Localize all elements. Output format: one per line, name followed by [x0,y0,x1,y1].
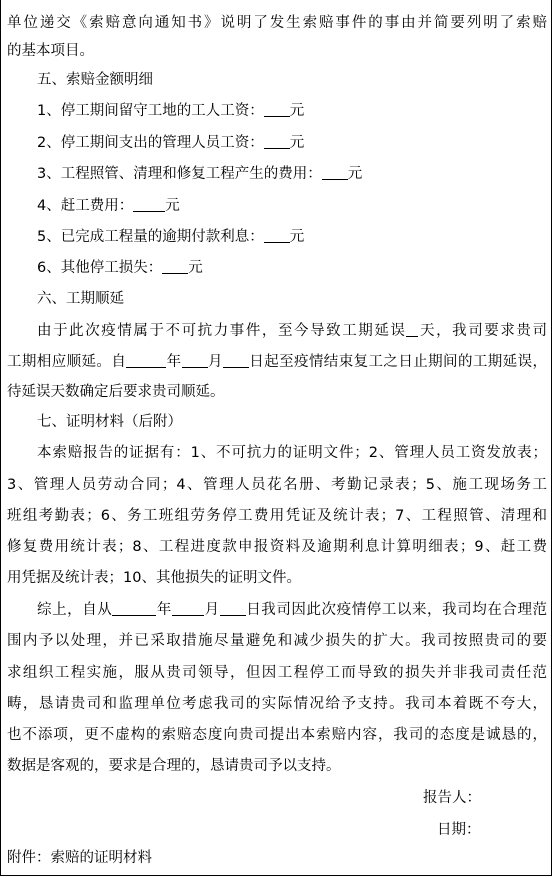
claim-item-4 [37,196,547,216]
claim-item-label: 5、已完成工程量的逾期付款利息： [37,229,264,245]
section-5-heading: 五、索赔金额明细 [37,72,153,88]
amount-blank [264,101,290,117]
evidence-line-4: 修复费用统计表；8、工程进度款申报资料及逾期利息计算明细表；9、赶工费 [7,539,547,555]
evidence-line-1: 本索赔报告的证据有：1、不可抗力的证明文件；2、管理人员工资发放表； [37,445,547,461]
section-6-heading: 六、工期顺延 [37,291,124,307]
amount-blank [162,258,188,274]
evidence-line-3: 班组考勤表；6、务工班组劳务停工费用凭证及统计表；7、工程照管、清理和 [7,508,547,524]
claim-item-2 [37,133,547,153]
day-blank [220,600,246,616]
amount-blank [264,133,290,149]
intro-line-1: 单位递交《索赔意向通知书》说明了发生索赔事件的事由并简要列明了索赔 [7,15,547,31]
delay-paragraph-line-3: 待延误天数确定后要求贵司顺延。 [7,384,225,400]
section-7-heading: 七、证明材料（后附） [37,414,182,430]
unit-label: 元 [289,103,305,119]
day-blank [223,352,249,368]
summary-line-2: 围内予以处理，并已采取措施尽量避免和减少损失的扩大。我司按照贵司的要 [7,633,547,649]
amount-blank [322,164,348,180]
claim-item-5 [37,227,547,247]
unit-label: 元 [165,198,180,214]
claim-item-label: 3、工程照管、清理和修复工程产生的费用： [37,166,322,182]
claim-item-label: 4、赶工费用： [37,198,134,214]
month-blank [182,352,208,368]
summary-line-4: 畴，恳请贵司和监理单位考虑我司的实际情况给予支持。我司本着既不夸大， [7,696,547,712]
summary-line-3: 求组织工程实施，服从贵司领导，但因工程停工而导致的损失并非我司责任范 [7,665,547,681]
claim-item-6 [37,258,547,278]
claim-item-1 [37,101,547,121]
claim-item-3 [37,164,547,184]
evidence-line-5: 用凭据及统计表；10、其他损失的证明文件。 [7,570,301,586]
year-blank [112,600,156,616]
unit-label: 元 [347,166,363,182]
amount-blank [264,227,290,243]
summary-line-1: 综上，自从 年 月 日我司因此次疫情停工以来，我司均在合理范 [37,602,548,618]
claim-item-label: 1、停工期间留守工地的工人工资： [37,103,264,119]
unit-label: 元 [289,229,305,245]
delay-days-blank [406,321,418,337]
delay-paragraph-line-1: 由于此次疫情属于不可抗力事件，至今导致工期延误 天，我司要求贵司 [37,323,547,339]
summary-line-6: 数据是客观的，要求是合理的，恳请贵司予以支持。 [7,758,341,774]
intro-line-2: 的基本项目。 [7,43,94,59]
summary-line-5: 也不添项，更不虚构的索赔态度向贵司提出本索赔内容，我司的态度是诚恳的， [7,727,547,743]
month-blank [172,600,204,616]
date-label: 日期： [437,822,481,838]
unit-label: 元 [188,260,203,276]
reporter-label: 报告人： [423,790,481,806]
claim-item-label: 6、其他停工损失： [37,260,163,276]
evidence-line-2: 3、管理人员劳动合同；4、管理人员花名册、考勤记录表；5、施工现场务工 [7,477,547,493]
unit-label: 元 [289,135,305,151]
attachment-note: 附件：索赔的证明材料 [7,850,152,866]
claim-item-label: 2、停工期间支出的管理人员工资： [37,135,264,151]
amount-blank [133,196,165,212]
delay-paragraph-line-2: 工期相应顺延。自 年 月 日起至疫情结束复工之日止期间的工期延误， [7,354,547,370]
year-blank [126,352,166,368]
